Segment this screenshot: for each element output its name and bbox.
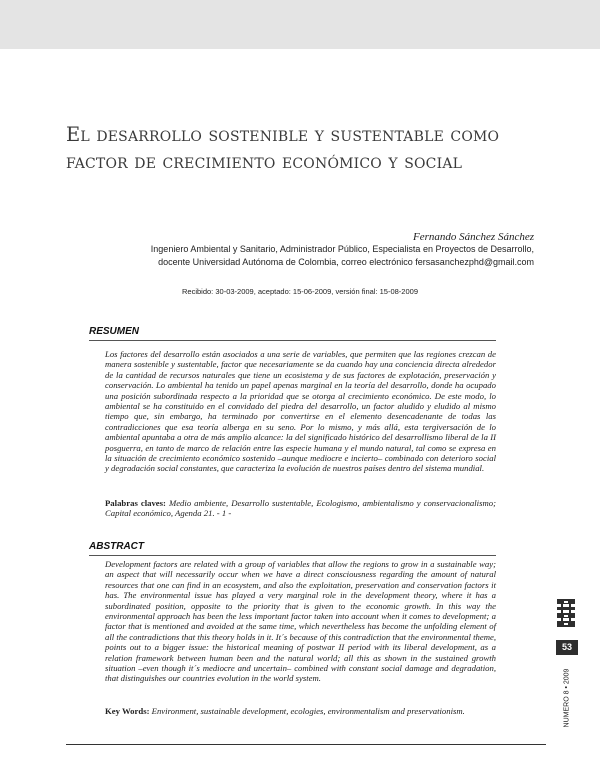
journal-logo-icon — [555, 597, 577, 629]
header-band — [0, 0, 600, 49]
footer-divider — [66, 744, 546, 745]
abstract-heading: ABSTRACT — [89, 541, 144, 552]
abstract-keywords-label: Key Words: — [105, 706, 150, 716]
resumen-keywords-text: Medio ambiente, Desarrollo sustentable, Ecologismo, ambientalismo y conservacionalismo; Capital económico, Agenda 21. - 1 - — [105, 498, 496, 519]
abstract-keywords — [105, 706, 496, 716]
resumen-heading: RESUMEN — [89, 326, 140, 337]
abstract-keywords-text: Environment, sustainable development, ecologies, environmentalism and preservationism. — [151, 706, 465, 716]
abstract-divider — [89, 555, 496, 556]
issue-label: NUMERO 8 • 2009 — [563, 668, 571, 728]
author-affiliation — [120, 243, 534, 269]
submission-dates: Recibido: 30-03-2009, aceptado: 15-06-2009, versión final: 15-08-2009 — [182, 287, 418, 296]
resumen-keywords-label: Palabras claves: — [105, 498, 166, 508]
abstract-body: Development factors are related with a group of variables that allow the regions to grow in a sustainable way; an aspect that will necessarily occur when we have a direct consciousness regarding the amount of natural resources that one can find in an ecosystem, and also the exploitation, preservation and conservation factors it has. The environmental issue has played a very marginal role in the development theory, where it has a subordinated position, opposite to the priority that is given to the economic growth. In this way the environmental approach has been the less important factor taken into account when it comes to development; a factor that is mentioned and avoided at the same time, which nevertheless has become the unfolding element of all the contradictions that this theory holds in it. It´s because of this contradiction that the environmental theme, points out to a bigger issue: the historical meaning of postwar II period with its liberal development, as a relation framework between human been and the natural world; all this as shown in the sustained growth situation –even though it´s mediocre and uncertain– combined with constant social damage and degradation, that distinguishes our countries evolution in the world system. — [105, 559, 496, 684]
resumen-body: Los factores del desarrollo están asociados a una serie de variables, que permiten que las regiones crezcan de manera sostenible y sustentable, factor que necesariamente se da cuando hay una conciencia directa alrededor de la cantidad de recursos naturales que tiene un ecosistema y de sus factores de explotación, preservación y conservación. Lo ambiental ha tenido un papel apenas marginal en la teoría del desarrollo, donde ha ocupado una posición subordinada respecto a la prioridad que se otorga al crecimiento económico. De este modo, lo ambiental se ha constituido en el convidado del piedra del desarrollo, un factor aludido y eludido al mismo tiempo que, sin embargo, ha terminado por convertirse en el elemento desencadenante de todas las contradicciones que esa teoría alberga en su seno. Por lo mismo, y más allá, esta tergiversación de lo ambiental apuntaba a otra de más amplio alcance: la del significado histórico del desarrollismo liberal de la II posguerra, en tanto de marco de relación entre las especie humana y el mundo natural, tal como se expresa en la situación de crecimiento económico sostenido –aunque mediocre e incierto– combinado con deterioro social y degradación social constantes, que caracteriza la evolución de nuestros países dentro del sistema mundial. — [105, 349, 496, 474]
author-name: Fernando Sánchez Sánchez — [413, 231, 534, 243]
resumen-keywords — [105, 498, 496, 519]
resumen-divider — [89, 340, 496, 341]
affiliation-line-2: docente Universidad Autónoma de Colombia, correo electrónico fersasanchezphd@gmail.com — [158, 257, 534, 267]
affiliation-line-1: Ingeniero Ambiental y Sanitario, Administrador Público, Especialista en Proyectos de Desarrollo, — [150, 244, 534, 254]
article-title: El desarrollo sostenible y sustentable como factor de crecimiento económico y social — [66, 123, 500, 173]
page-number: 53 — [556, 640, 578, 655]
